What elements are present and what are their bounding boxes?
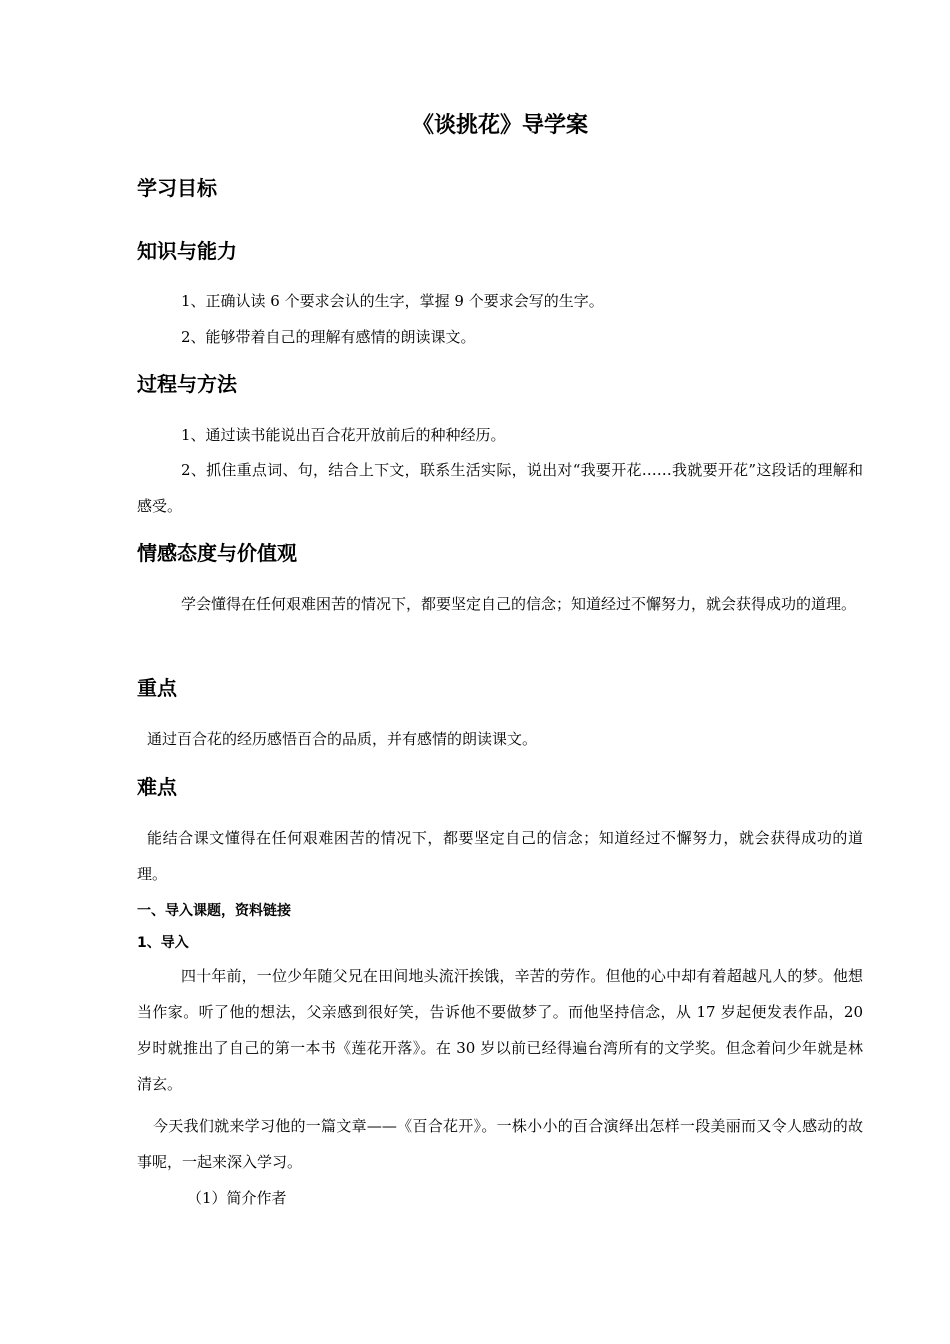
part-one-item-1: （1）简介作者 [187, 1189, 287, 1207]
key-point-heading: 重点 [137, 676, 177, 700]
process-method-heading: 过程与方法 [137, 372, 237, 396]
difficult-point-heading: 难点 [137, 775, 177, 799]
knowledge-ability-item-2: 2、能够带着自己的理解有感情的朗读课文。 [181, 328, 476, 346]
document-title: 《谈挑花》导学案 [411, 113, 588, 138]
difficult-point-text: 能结合课文懂得在任何艰难困苦的情况下，都要坚定自己的信念；知道经过不懈努力，就会获得成功的道理。 [137, 829, 863, 883]
emotion-values-text: 学会懂得在任何艰难困苦的情况下，都要坚定自己的信念；知道经过不懈努力，就会获得成功的道理。 [181, 595, 857, 613]
emotion-values-heading: 情感态度与价值观 [137, 541, 297, 565]
part-one-paragraph-1: 四十年前，一位少年随父兄在田间地头流汗挨饿，辛苦的劳作。但他的心中却有着超越凡人的梦。他想当作家。听了他的想法，父亲感到很好笑，告诉他不要做梦了。而他坚持信念，从 17 岁起便发表作品，20 岁时就推出了自己的第一本书《莲花开落》。在 30 岁以前已经得遍台湾所有的文学奖。但念着问少年就是林清玄。 [137, 967, 863, 1093]
process-method-item-2: 2、抓住重点词、句，结合上下文，联系生活实际，说出对“我要开花……我就要开花”这段话的理解和感受。 [137, 461, 863, 515]
learning-goals-heading: 学习目标 [137, 176, 217, 200]
part-one-heading: 一、导入课题，资料链接 [137, 903, 291, 919]
key-point-text: 通过百合花的经历感悟百合的品质，并有感情的朗读课文。 [147, 730, 538, 748]
knowledge-ability-item-1: 1、正确认读 6 个要求会认的生字，掌握 9 个要求会写的生字。 [181, 292, 604, 310]
process-method-item-1: 1、通过读书能说出百合花开放前后的种种经历。 [181, 426, 506, 444]
knowledge-ability-heading: 知识与能力 [137, 239, 237, 263]
part-one-paragraph-2: 今天我们就来学习他的一篇文章——《百合花开》。一株小小的百合演绎出怎样一段美丽而又令人感动的故事呢，一起来深入学习。 [137, 1117, 863, 1171]
part-one-subheading: 1、导入 [137, 935, 189, 951]
